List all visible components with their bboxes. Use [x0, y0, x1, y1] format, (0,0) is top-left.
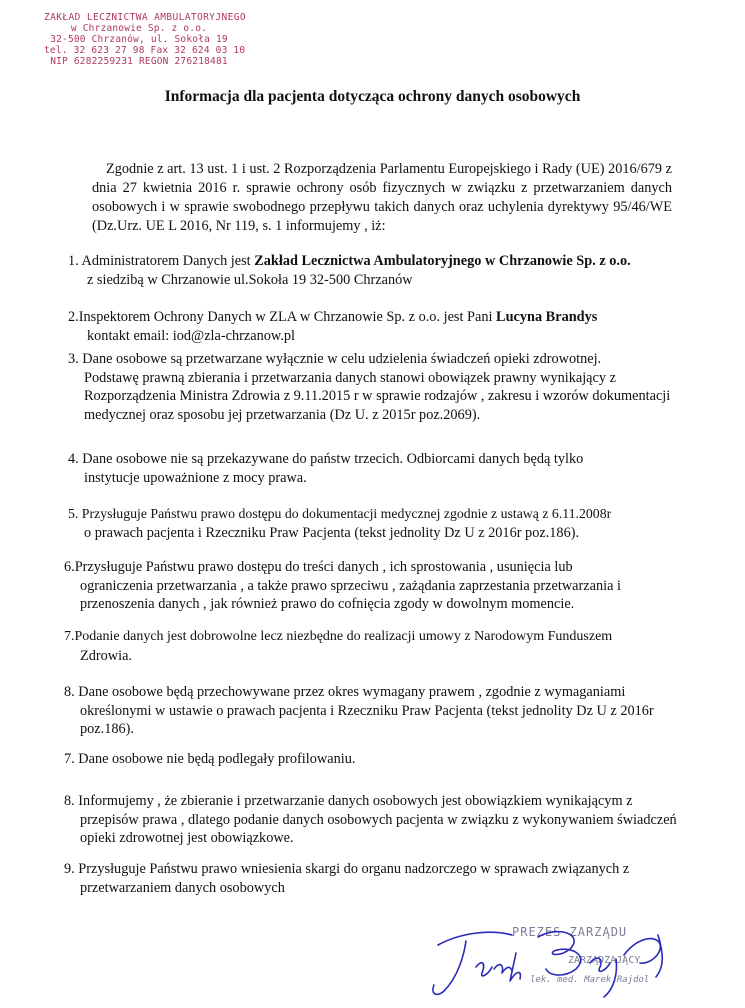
list-item-first-line: 9. Przysługuje Państwu prawo wniesienia skargi do organu nadzorczego w sprawach związanych z — [64, 861, 630, 877]
list-item-continuation: o prawach pacjenta i Rzeczniku Praw Pacjenta (tekst jednolity Dz U z 2016r poz.186). — [84, 524, 580, 541]
list-item — [64, 558, 674, 614]
stamp-company-suffix: w Chrzanowie Sp. z o.o. — [70, 23, 208, 34]
list-item-first-line: 3. Dane osobowe są przetwarzane wyłącznie w celu udzielenia świadczeń opieki zdrowotnej. — [68, 351, 602, 367]
list-item — [68, 350, 683, 424]
list-item — [64, 628, 679, 665]
list-item-continuation: przepisów prawa , dlatego podanie danych osobowych pacjenta w związku z wykonywaniem świadczeń opieki zdrowotnej jest obowiązkowe. — [80, 811, 677, 846]
list-item-continuation: określonymi w ustawie o prawach pacjenta i Rzeczniku Praw Pacjenta (tekst jednolity Dz U z 2016r poz.186). — [80, 702, 654, 737]
stamp-company-name: ZAKŁAD LECZNICTWA AMBULATORYJNEGO — [44, 12, 246, 23]
list-item-first-line: 8. Dane osobowe będą przechowywane przez okres wymagany prawem , zgodnie z wymaganiami — [64, 684, 626, 700]
administrator-name: Zakład Lecznictwa Ambulatoryjnego w Chrzanowie Sp. z o.o. — [254, 253, 631, 269]
list-item-continuation: przetwarzaniem danych osobowych — [80, 879, 285, 896]
signature-stamp-title: PREZES ZARZĄDU — [512, 925, 628, 939]
list-item-continuation: ograniczenia przetwarzania , a także prawo sprzeciwu , zażądania zaprzestania przetwarzania i przenoszenia danych , jak również prawo do cofnięcia zgody w dowolnym momencie. — [80, 577, 621, 612]
list-item-continuation: kontakt email: iod@zla-chrzanow.pl — [87, 327, 295, 344]
list-item — [64, 792, 679, 848]
intro-paragraph: Zgodnie z art. 13 ust. 1 i ust. 2 Rozporządzenia Parlamentu Europejskiego i Rady (UE) 2016/679 z dnia 27 kwietnia 2016 r. sprawie ochrony osób fizycznych w związku z przetwarzaniem danych osobowych i w sprawie swobodnego przepływu takich danych oraz uchylenia dyrektywy 95/46/WE (Dz.Urz. UE L 2016, Nr 119, s. 1 informujemy , iż: — [92, 161, 672, 234]
list-item-continuation: instytucje upoważnione z mocy prawa. — [84, 469, 307, 486]
signature-area — [420, 915, 680, 1005]
list-item-continuation: z siedzibą w Chrzanowie ul.Sokoła 19 32-500 Chrzanów — [87, 271, 413, 288]
list-item-first-line: 8. Informujemy , że zbieranie i przetwarzanie danych osobowych jest obowiązkiem wynikającym z — [64, 793, 633, 809]
list-item — [64, 860, 679, 897]
list-item-first-line: 5. Przysługuje Państwu prawo dostępu do dokumentacji medycznej zgodnie z ustawą z 6.11.2008r — [68, 506, 612, 521]
list-item-continuation: Zdrowia. — [80, 647, 133, 664]
list-item-text: 1. Administratorem Danych jest — [68, 253, 255, 269]
list-item-text: 2.Inspektorem Ochrony Danych w ZLA w Chrzanowie Sp. z o.o. jest Pani — [68, 309, 497, 325]
list-item-first-line — [68, 252, 688, 271]
list-item-first-line: 4. Dane osobowe nie są przekazywane do państw trzecich. Odbiorcami danych będą tylko — [68, 451, 584, 467]
list-item — [68, 308, 688, 345]
signature-stamp-role: ZARZĄDZAJĄCY — [568, 955, 641, 966]
stamp-phone-fax: tel. 32 623 27 98 Fax 32 624 03 10 — [44, 45, 246, 56]
stamp-address: 32-500 Chrzanów, ul. Sokoła 19 — [50, 34, 228, 45]
signature-stamp-name: lek. med. Marek Rajdol — [530, 975, 650, 985]
document-title: Informacja dla pacjenta dotycząca ochrony danych osobowych — [164, 88, 581, 105]
handwritten-signature — [420, 915, 680, 1005]
list-item — [64, 750, 679, 769]
company-stamp — [44, 12, 246, 67]
list-item — [68, 505, 683, 542]
list-item-first-line: 7.Podanie danych jest dobrowolne lecz niezbędne do realizacji umowy z Narodowym Funduszem — [64, 629, 613, 644]
list-item-continuation: Podstawę prawną zbierania i przetwarzania danych stanowi obowiązek prawny wynikający z Rozporządzenia Ministra Zdrowia z 9.11.2015 r w sprawie rodzajów , zakresu i wzorów dokumentacji medycznej oraz sposobu jej przetwarzania (Dz U. z 2015r poz.2069). — [84, 369, 671, 423]
list-item — [68, 450, 683, 487]
list-item-first-line — [68, 308, 688, 327]
inspector-name: Lucyna Brandys — [496, 309, 598, 325]
list-item — [64, 683, 679, 739]
list-item — [68, 252, 688, 289]
list-item-first-line: 6.Przysługuje Państwu prawo dostępu do treści danych , ich sprostowania , usunięcia lub — [64, 559, 573, 575]
list-item-first-line: 7. Dane osobowe nie będą podlegały profilowaniu. — [64, 751, 356, 767]
stamp-nip-regon: NIP 6282259231 REGON 276218481 — [50, 56, 228, 67]
